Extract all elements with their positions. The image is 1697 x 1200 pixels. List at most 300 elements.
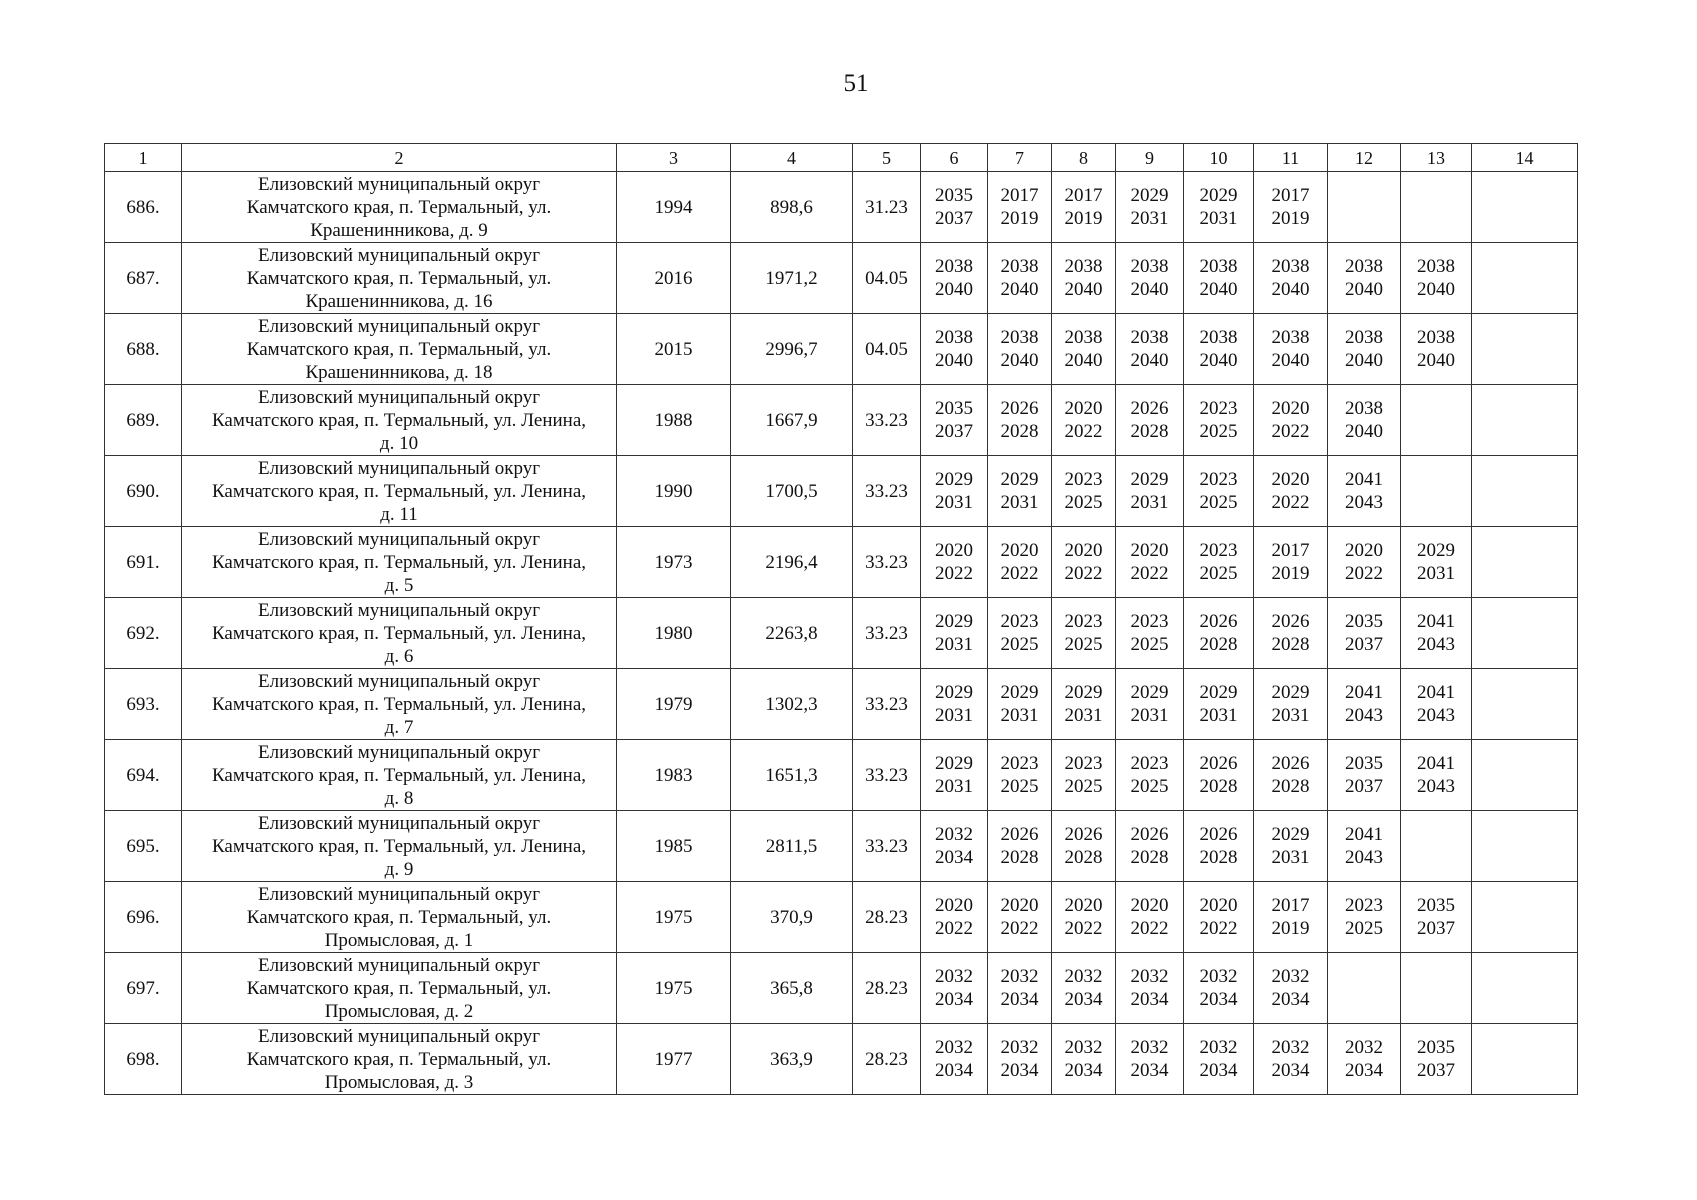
repair-period-cell: [1254, 456, 1328, 527]
period-end: 2025: [1064, 492, 1103, 513]
repair-period-cell: [988, 1024, 1052, 1095]
period-start: 2032: [1130, 966, 1169, 987]
period-end: 2025: [1130, 634, 1169, 655]
repair-period-cell: [1184, 314, 1254, 385]
period-start: 2029: [935, 469, 973, 490]
period-start: 2032: [935, 966, 973, 987]
repair-period-cell: [921, 953, 988, 1024]
period-start: 2023: [1064, 753, 1103, 774]
period-end: 2022: [935, 918, 973, 939]
period-start: 2026: [1000, 398, 1039, 419]
period-end: 2031: [1000, 492, 1039, 513]
repair-period-cell: [1254, 1024, 1328, 1095]
note-cell: [1472, 598, 1578, 669]
column-header-7: 7: [988, 144, 1052, 172]
repair-period-cell: [921, 882, 988, 953]
period-start: 2041: [1345, 469, 1383, 490]
period-end: 2040: [1064, 279, 1103, 300]
column-header-10: 10: [1184, 144, 1254, 172]
address-line: Камчатского края, п. Термальный, ул. Ленина,: [211, 835, 587, 857]
address-line: Елизовский муниципальный округ: [258, 883, 540, 905]
repair-period-cell: [1052, 527, 1116, 598]
period-end: 2025: [1000, 776, 1039, 797]
repair-period-cell: [1184, 598, 1254, 669]
repair-period-cell: [1401, 882, 1472, 953]
address-line: Камчатского края, п. Термальный, ул. Ленина,: [211, 480, 587, 502]
address-cell: [182, 598, 617, 669]
period-start: 2038: [1000, 256, 1039, 277]
period-end: 2040: [1130, 350, 1169, 371]
period-start: 2032: [1199, 1037, 1238, 1058]
period-end: 2034: [1064, 1060, 1103, 1081]
code-cell: 04.05: [853, 314, 921, 385]
period-start: 2032: [935, 1037, 973, 1058]
repair-period-cell: [1052, 385, 1116, 456]
period-start: 2023: [1064, 611, 1103, 632]
code-cell: 28.23: [853, 1024, 921, 1095]
period-start: 2020: [935, 540, 973, 561]
address-cell: [182, 314, 617, 385]
address-cell: [182, 953, 617, 1024]
repair-period-cell: [1254, 953, 1328, 1024]
period-start: 2029: [935, 611, 973, 632]
period-start: 2023: [1000, 753, 1039, 774]
table-row: [105, 243, 1578, 314]
address-line: Камчатского края, п. Термальный, ул.: [246, 196, 552, 218]
address-line: Камчатского края, п. Термальный, ул. Ленина,: [211, 551, 587, 573]
repair-period-cell: [1401, 385, 1472, 456]
period-start: 2038: [1199, 327, 1238, 348]
address-line: Камчатского края, п. Термальный, ул.: [246, 1048, 552, 1070]
period-end: 2043: [1417, 634, 1455, 655]
address-line: Камчатского края, п. Термальный, ул. Ленина,: [211, 764, 587, 786]
period-end: 2028: [1064, 847, 1103, 868]
repair-period-cell: [1184, 1024, 1254, 1095]
period-end: 2040: [1345, 421, 1383, 442]
repair-period-cell: [1052, 598, 1116, 669]
repair-period-cell: [1328, 669, 1401, 740]
code-cell: 33.23: [853, 740, 921, 811]
period-end: 2031: [935, 705, 973, 726]
period-start: 2032: [1130, 1037, 1169, 1058]
area-cell: 2196,4: [731, 527, 853, 598]
period-start: 2038: [1345, 256, 1383, 277]
repair-period-cell: [1254, 811, 1328, 882]
repair-period-cell: [1401, 953, 1472, 1024]
period-start: 2020: [1130, 540, 1169, 561]
area-cell: 898,6: [731, 172, 853, 243]
repair-period-cell: [1328, 456, 1401, 527]
period-start: 2038: [1000, 327, 1039, 348]
period-start: 2032: [1064, 966, 1103, 987]
period-start: 2017: [1271, 540, 1310, 561]
note-cell: [1472, 243, 1578, 314]
period-end: 2028: [1130, 847, 1169, 868]
period-end: 2031: [935, 776, 973, 797]
repair-period-cell: [1052, 243, 1116, 314]
repair-period-cell: [1052, 669, 1116, 740]
repair-period-cell: [988, 527, 1052, 598]
period-start: 2026: [1000, 824, 1039, 845]
repair-period-cell: [1052, 456, 1116, 527]
period-end: 2031: [1271, 705, 1310, 726]
repair-period-cell: [1184, 385, 1254, 456]
repair-period-cell: [1052, 953, 1116, 1024]
address-line: д. 11: [380, 503, 418, 525]
period-end: 2028: [1271, 776, 1310, 797]
repair-period-cell: [1184, 456, 1254, 527]
column-header-5: 5: [853, 144, 921, 172]
period-start: 2029: [1417, 540, 1455, 561]
period-end: 2028: [1000, 847, 1039, 868]
period-end: 2037: [1345, 776, 1383, 797]
period-end: 2022: [1130, 563, 1169, 584]
period-end: 2028: [1199, 847, 1238, 868]
address-cell: [182, 456, 617, 527]
row-number-cell: 695.: [105, 811, 182, 882]
period-end: 2025: [1064, 634, 1103, 655]
period-start: 2026: [1271, 611, 1310, 632]
address-line: д. 8: [384, 787, 414, 809]
repair-period-cell: [1254, 385, 1328, 456]
address-cell: [182, 1024, 617, 1095]
period-start: 2020: [1000, 895, 1039, 916]
address-line: Елизовский муниципальный округ: [258, 528, 540, 550]
area-cell: 2263,8: [731, 598, 853, 669]
repair-period-cell: [988, 243, 1052, 314]
period-end: 2019: [1271, 208, 1310, 229]
repair-period-cell: [1184, 172, 1254, 243]
period-end: 2022: [935, 563, 973, 584]
period-end: 2034: [1130, 1060, 1169, 1081]
area-cell: 1667,9: [731, 385, 853, 456]
period-start: 2023: [1345, 895, 1383, 916]
repair-period-cell: [1254, 527, 1328, 598]
address-line: Камчатского края, п. Термальный, ул.: [246, 267, 552, 289]
repair-period-cell: [988, 669, 1052, 740]
build-year-cell: 1973: [617, 527, 731, 598]
address-line: Камчатского края, п. Термальный, ул. Ленина,: [211, 693, 587, 715]
period-end: 2022: [1064, 421, 1103, 442]
address-cell: [182, 385, 617, 456]
column-number-row: [105, 144, 1578, 172]
repair-period-cell: [1328, 953, 1401, 1024]
period-start: 2032: [1000, 966, 1039, 987]
repair-period-cell: [1184, 243, 1254, 314]
repair-period-cell: [921, 1024, 988, 1095]
note-cell: [1472, 172, 1578, 243]
period-end: 2034: [1130, 989, 1169, 1010]
repair-period-cell: [1254, 172, 1328, 243]
repair-period-cell: [1052, 172, 1116, 243]
build-year-cell: 1990: [617, 456, 731, 527]
address-cell: [182, 243, 617, 314]
address-line: Камчатского края, п. Термальный, ул. Ленина,: [211, 409, 587, 431]
table-row: [105, 527, 1578, 598]
period-start: 2032: [1271, 1037, 1310, 1058]
period-end: 2022: [1000, 563, 1039, 584]
period-end: 2019: [1271, 563, 1310, 584]
period-start: 2038: [1064, 256, 1103, 277]
period-start: 2038: [1417, 256, 1455, 277]
period-start: 2029: [935, 753, 973, 774]
period-end: 2034: [935, 1060, 973, 1081]
row-number-cell: 694.: [105, 740, 182, 811]
address-line: Елизовский муниципальный округ: [258, 315, 540, 337]
period-start: 2026: [1199, 611, 1238, 632]
address-cell: [182, 172, 617, 243]
address-line: д. 5: [384, 574, 414, 596]
table-row: [105, 740, 1578, 811]
period-start: 2035: [935, 398, 973, 419]
area-cell: 1651,3: [731, 740, 853, 811]
period-end: 2022: [1271, 492, 1310, 513]
period-start: 2029: [1064, 682, 1103, 703]
code-cell: 33.23: [853, 598, 921, 669]
column-header-9: 9: [1116, 144, 1184, 172]
row-number-cell: 692.: [105, 598, 182, 669]
repair-period-cell: [1328, 314, 1401, 385]
period-start: 2020: [1064, 895, 1103, 916]
period-end: 2034: [1000, 989, 1039, 1010]
repair-period-cell: [1116, 527, 1184, 598]
repair-period-cell: [1184, 669, 1254, 740]
address-cell: [182, 669, 617, 740]
repair-period-cell: [921, 385, 988, 456]
address-line: д. 7: [384, 716, 414, 738]
period-start: 2017: [1271, 185, 1310, 206]
period-start: 2026: [1130, 398, 1169, 419]
period-end: 2034: [1271, 1060, 1310, 1081]
address-line: Промысловая, д. 1: [324, 929, 474, 951]
period-end: 2034: [1064, 989, 1103, 1010]
repair-period-cell: [1328, 882, 1401, 953]
address-line: Камчатского края, п. Термальный, ул.: [246, 338, 552, 360]
period-start: 2041: [1345, 824, 1383, 845]
repair-period-cell: [1401, 740, 1472, 811]
housing-repair-table: [104, 143, 1578, 1095]
period-end: 2043: [1345, 705, 1383, 726]
period-start: 2017: [1064, 185, 1103, 206]
period-start: 2023: [1199, 469, 1238, 490]
period-start: 2020: [1345, 540, 1383, 561]
period-start: 2020: [1271, 469, 1310, 490]
note-cell: [1472, 314, 1578, 385]
period-end: 2028: [1199, 776, 1238, 797]
note-cell: [1472, 1024, 1578, 1095]
repair-period-cell: [1254, 882, 1328, 953]
period-end: 2031: [935, 634, 973, 655]
period-start: 2026: [1064, 824, 1103, 845]
period-start: 2029: [935, 682, 973, 703]
period-start: 2020: [1064, 398, 1103, 419]
repair-period-cell: [1328, 1024, 1401, 1095]
address-line: Елизовский муниципальный округ: [258, 1025, 540, 1047]
repair-period-cell: [1184, 811, 1254, 882]
repair-period-cell: [1116, 953, 1184, 1024]
note-cell: [1472, 811, 1578, 882]
repair-period-cell: [1401, 669, 1472, 740]
period-start: 2017: [1000, 185, 1039, 206]
repair-period-cell: [1116, 314, 1184, 385]
period-end: 2025: [1064, 776, 1103, 797]
period-end: 2034: [935, 989, 973, 1010]
area-cell: 370,9: [731, 882, 853, 953]
area-cell: 1971,2: [731, 243, 853, 314]
period-end: 2019: [1064, 208, 1103, 229]
repair-period-cell: [1052, 314, 1116, 385]
period-start: 2041: [1417, 611, 1455, 632]
code-cell: 31.23: [853, 172, 921, 243]
note-cell: [1472, 456, 1578, 527]
repair-period-cell: [1328, 172, 1401, 243]
row-number-cell: 686.: [105, 172, 182, 243]
period-end: 2037: [1345, 634, 1383, 655]
period-end: 2031: [1417, 563, 1455, 584]
period-end: 2022: [1199, 918, 1238, 939]
repair-period-cell: [1052, 811, 1116, 882]
row-number-cell: 697.: [105, 953, 182, 1024]
table-row: [105, 811, 1578, 882]
note-cell: [1472, 669, 1578, 740]
period-end: 2040: [935, 350, 973, 371]
row-number-cell: 698.: [105, 1024, 182, 1095]
period-end: 2034: [1199, 1060, 1238, 1081]
address-line: Елизовский муниципальный округ: [258, 386, 540, 408]
row-number-cell: 687.: [105, 243, 182, 314]
address-line: д. 6: [384, 645, 414, 667]
period-start: 2029: [1271, 824, 1310, 845]
period-start: 2029: [1000, 469, 1039, 490]
area-cell: 2996,7: [731, 314, 853, 385]
period-end: 2025: [1199, 563, 1238, 584]
repair-period-cell: [1116, 740, 1184, 811]
period-end: 2043: [1417, 776, 1455, 797]
column-header-2: 2: [182, 144, 617, 172]
address-line: Камчатского края, п. Термальный, ул.: [246, 977, 552, 999]
period-start: 2029: [1130, 469, 1169, 490]
period-end: 2040: [1130, 279, 1169, 300]
period-start: 2041: [1417, 682, 1455, 703]
period-end: 2025: [1000, 634, 1039, 655]
column-header-11: 11: [1254, 144, 1328, 172]
area-cell: 1700,5: [731, 456, 853, 527]
period-start: 2038: [1064, 327, 1103, 348]
repair-period-cell: [1254, 598, 1328, 669]
period-start: 2038: [1130, 256, 1169, 277]
repair-period-cell: [1328, 598, 1401, 669]
repair-period-cell: [921, 598, 988, 669]
repair-period-cell: [921, 669, 988, 740]
address-cell: [182, 740, 617, 811]
build-year-cell: 1979: [617, 669, 731, 740]
repair-period-cell: [1328, 243, 1401, 314]
period-end: 2040: [1000, 350, 1039, 371]
period-start: 2023: [1199, 540, 1238, 561]
period-start: 2023: [1130, 753, 1169, 774]
repair-period-cell: [1254, 740, 1328, 811]
repair-period-cell: [1116, 243, 1184, 314]
period-start: 2038: [935, 327, 973, 348]
repair-period-cell: [921, 527, 988, 598]
address-line: Елизовский муниципальный округ: [258, 457, 540, 479]
period-end: 2043: [1417, 705, 1455, 726]
repair-period-cell: [1052, 882, 1116, 953]
period-start: 2020: [1130, 895, 1169, 916]
period-end: 2031: [1000, 705, 1039, 726]
period-start: 2029: [1199, 682, 1238, 703]
address-line: Промысловая, д. 3: [324, 1071, 474, 1093]
repair-period-cell: [1328, 527, 1401, 598]
period-start: 2038: [1271, 327, 1310, 348]
period-start: 2029: [1130, 682, 1169, 703]
period-end: 2028: [1000, 421, 1039, 442]
period-start: 2038: [1271, 256, 1310, 277]
period-start: 2020: [1064, 540, 1103, 561]
period-start: 2026: [1271, 753, 1310, 774]
code-cell: 28.23: [853, 882, 921, 953]
address-line: Камчатского края, п. Термальный, ул. Ленина,: [211, 622, 587, 644]
period-start: 2029: [1199, 185, 1238, 206]
row-number-cell: 693.: [105, 669, 182, 740]
period-start: 2023: [1000, 611, 1039, 632]
note-cell: [1472, 882, 1578, 953]
code-cell: 33.23: [853, 527, 921, 598]
repair-period-cell: [1401, 243, 1472, 314]
repair-period-cell: [1116, 669, 1184, 740]
repair-period-cell: [1052, 1024, 1116, 1095]
repair-period-cell: [921, 811, 988, 882]
repair-period-cell: [1254, 314, 1328, 385]
address-line: Елизовский муниципальный округ: [258, 173, 540, 195]
row-number-cell: 688.: [105, 314, 182, 385]
period-start: 2029: [1271, 682, 1310, 703]
repair-period-cell: [1116, 1024, 1184, 1095]
column-header-13: 13: [1401, 144, 1472, 172]
repair-period-cell: [1401, 456, 1472, 527]
row-number-cell: 689.: [105, 385, 182, 456]
repair-period-cell: [988, 953, 1052, 1024]
repair-period-cell: [921, 456, 988, 527]
period-end: 2031: [1130, 705, 1169, 726]
build-year-cell: 1977: [617, 1024, 731, 1095]
period-end: 2040: [1345, 279, 1383, 300]
period-end: 2034: [1345, 1060, 1383, 1081]
address-line: Промысловая, д. 2: [324, 1000, 474, 1022]
column-header-6: 6: [921, 144, 988, 172]
table-row: [105, 385, 1578, 456]
period-end: 2040: [1271, 279, 1310, 300]
period-end: 2025: [1199, 492, 1238, 513]
period-start: 2023: [1199, 398, 1238, 419]
period-end: 2028: [1199, 634, 1238, 655]
repair-period-cell: [988, 740, 1052, 811]
period-end: 2040: [1345, 350, 1383, 371]
repair-period-cell: [1184, 527, 1254, 598]
repair-period-cell: [921, 243, 988, 314]
period-start: 2020: [935, 895, 973, 916]
build-year-cell: 1975: [617, 953, 731, 1024]
period-start: 2035: [1345, 611, 1383, 632]
repair-period-cell: [1184, 953, 1254, 1024]
address-line: Елизовский муниципальный округ: [258, 812, 540, 834]
period-start: 2035: [1417, 895, 1455, 916]
address-line: Крашенинникова, д. 18: [305, 361, 493, 383]
period-start: 2026: [1130, 824, 1169, 845]
period-start: 2038: [1345, 398, 1383, 419]
period-end: 2022: [1000, 918, 1039, 939]
repair-period-cell: [1328, 385, 1401, 456]
